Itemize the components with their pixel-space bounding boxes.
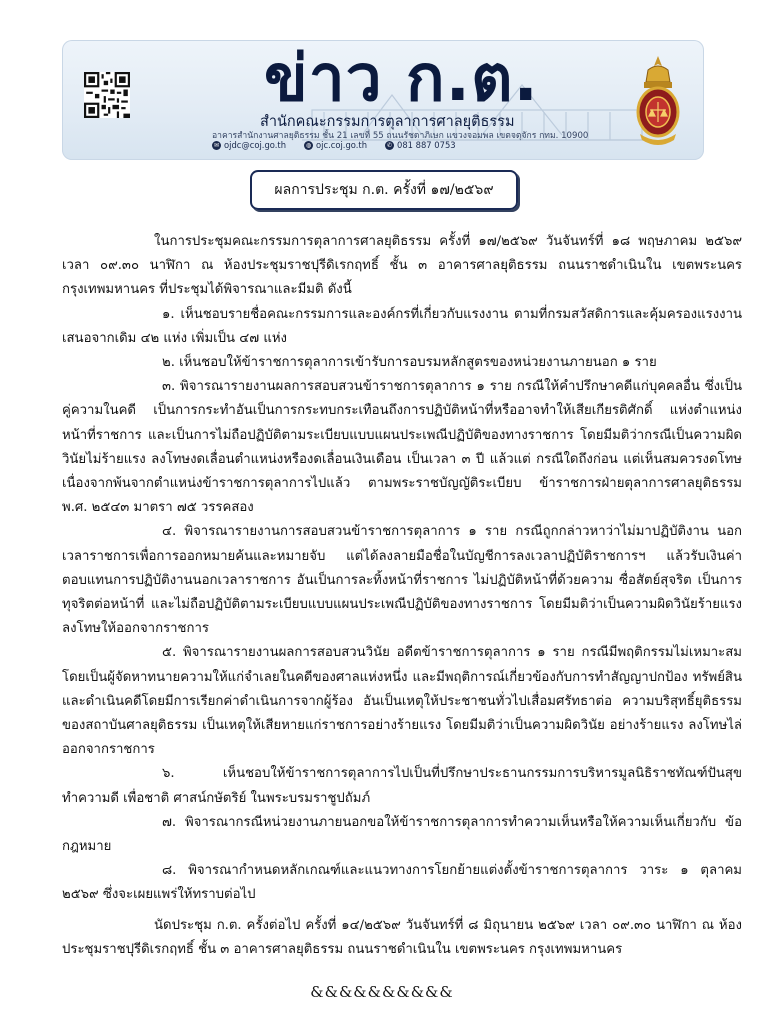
globe-icon: ◍: [305, 141, 312, 149]
office-name: สำนักคณะกรรมการตุลาการศาลยุติธรรม: [260, 114, 515, 130]
meeting-title-box: [250, 170, 518, 210]
contact-phone-text: 081 887 0753: [397, 140, 456, 150]
contact-website-text: ojc.coj.go.th: [316, 140, 367, 150]
document-body: [62, 230, 742, 962]
contact-email[interactable]: [212, 140, 286, 150]
email-icon: ✉: [213, 141, 220, 149]
resolution-item-5: ๕. พิจารณารายงานผลการสอบสวนวินัย อดีตข้าราชการตุลาการ ๑ ราย กรณีมีพฤติกรรมไม่เหมาะสม โดยเป็นผู้จัดหาทนายความให้แก่จำเลยในคดีของศาลแห่งหนึ่ง และมีพฤติการณ์เกี่ยวข้องกับการทำสัญญาปกป้อง ทรัพย์สินและดำเนินคดีโดยมีการเรียกค่าดำเนินการจากผู้ร้อง อันเป็นเหตุให้ประชาชนทั่วไปเสื่อมศรัทธาต่อ ความบริสุทธิ์ยุติธรรมของสถาบันศาลยุติธรรม เป็นเหตุให้เสียหายแก่ราชการอย่างร้ายแรง โดยมีมติว่าเป็นความผิดวินัย อย่างร้ายแรง ลงโทษไล่ออกจากราชการ: [62, 645, 742, 758]
qr-code[interactable]: [84, 72, 130, 118]
contact-email-text: ojdc@coj.go.th: [224, 140, 287, 150]
next-meeting-paragraph: นัดประชุม ก.ต. ครั้งต่อไป ครั้งที่ ๑๔/๒๕๖๙ วันจันทร์ที่ ๘ มิถุนายน ๒๕๖๙ เวลา ๐๙.๓๐ นาฬิกา ณ ห้องประชุมราชปุรีดิเรกฤทธิ์ ชั้น ๓ อาคารศาลยุติธรรม ถนนราชดำเนินใน เขตพระนคร กรุงเทพมหานคร: [62, 917, 742, 957]
resolution-item-1: ๑. เห็นชอบรายชื่อคณะกรรมการและองค์กรที่เกี่ยวกับแรงงาน ตามที่กรมสวัสดิการและคุ้มครองแรงงาน เสนอจากเดิม ๔๒ แห่ง เพิ่มเป็น ๔๗ แห่ง: [62, 306, 742, 346]
end-mark: &&&&&&&&&&: [310, 983, 454, 1001]
newsletter-title: ข่าว ก.ต.: [264, 42, 539, 116]
resolution-item-4: ๔. พิจารณารายงานการสอบสวนข้าราชการตุลาการ ๑ ราย กรณีถูกกล่าวหาว่าไม่มาปฏิบัติงาน นอกเวลาราชการเพื่อการออกหมายค้นและหมายจับ แต่ได้ลงลายมือชื่อในบัญชีการลงเวลาปฏิบัติราชการฯ แล้วรับเงินค่าตอบแทนการปฏิบัติงานนอกเวลาราชการ อันเป็นการละทิ้งหน้าที่ราชการ ไม่ปฏิบัติหน้าที่ด้วยความ ซื่อสัตย์สุจริต เป็นการทุจริตต่อหน้าที่ และไม่ถือปฏิบัติตามระเบียบแบบแผนประเพณีปฏิบัติของทางราชการ โดยมีมติว่าเป็นความผิดวินัยร้ายแรง ลงโทษให้ออกจากราชการ: [62, 524, 742, 637]
header-banner: [62, 40, 704, 160]
resolution-item-8: ๘. พิจารณากำหนดหลักเกณฑ์และแนวทางการโยกย้ายแต่งตั้งข้าราชการตุลาการ วาระ ๑ ตุลาคม ๒๕๖๙ ซึ่งจะเผยแพร่ให้ทราบต่อไป: [62, 863, 742, 903]
contact-list: [212, 140, 456, 150]
contact-website[interactable]: [304, 140, 367, 150]
resolution-item-6: ๖. เห็นชอบให้ข้าราชการตุลาการไปเป็นที่ปรึกษาประธานกรรมการบริหารมูลนิธิราชทัณฑ์ปันสุข ทำความดี เพื่อชาติ ศาสน์กษัตริย์ ในพระบรมราชูปถัมภ์: [62, 766, 742, 806]
intro-paragraph: ในการประชุมคณะกรรมการตุลาการศาลยุติธรรม ครั้งที่ ๑๗/๒๕๖๙ วันจันทร์ที่ ๑๘ พฤษภาคม ๒๕๖๙ เวลา ๐๙.๓๐ นาฬิกา ณ ห้องประชุมราชปุรีดิเรกฤทธิ์ ชั้น ๓ อาคารศาลยุติธรรม ถนนราชดำเนินใน เขตพระนคร กรุงเทพมหานคร ที่ประชุมได้พิจารณาและมีมติ ดังนี้: [62, 234, 742, 298]
meeting-title: ผลการประชุม ก.ต. ครั้งที่ ๑๗/๒๕๖๙: [274, 182, 494, 198]
court-emblem-icon: [628, 52, 688, 152]
resolution-item-3: ๓. พิจารณารายงานผลการสอบสวนข้าราชการตุลาการ ๑ ราย กรณีให้คำปรึกษาคดีแก่บุคคลอื่น ซึ่งเป็นคู่ความในคดี เป็นการกระทำอันเป็นการกระทบกระเทือนถึงการปฏิบัติหน้าที่หรืออาจทำให้เสียเกียรติศักดิ์ แห่งตำแหน่งหน้าที่ราชการ และเป็นการไม่ถือปฏิบัติตามระเบียบแบบแผนประเพณีปฏิบัติของทางราชการ โดยมีมติว่ากรณีเป็นความผิดวินัยไม่ร้ายแรง ลงโทษงดเลื่อนตำแหน่งหรืองดเลื่อนเงินเดือน เป็นเวลา ๓ ปี แล้วแต่ กรณีใดถึงก่อน แต่เห็นสมควรงดโทษ เนื่องจากพ้นจากตำแหน่งข้าราชการตุลาการไปแล้ว ตามพระราชบัญญัติระเบียบ ข้าราชการฝ่ายตุลาการศาลยุติธรรม พ.ศ. ๒๕๔๓ มาตรา ๗๕ วรรคสอง: [62, 379, 742, 516]
resolution-item-7: ๗. พิจารณากรณีหน่วยงานภายนอกขอให้ข้าราชการตุลาการทำความเห็นหรือให้ความเห็นเกี่ยวกับ ข้อกฎหมาย: [62, 814, 742, 855]
office-address: อาคารสำนักงานศาลยุติธรรม ชั้น 21 เลขที่ 55 ถนนรัชดาภิเษก แขวงจอมพล เขตจตุจักร กทม. 10900: [212, 131, 589, 141]
contact-phone[interactable]: [385, 140, 456, 150]
resolution-item-2: ๒. เห็นชอบให้ข้าราชการตุลาการเข้ารับการอบรมหลักสูตรของหน่วยงานภายนอก ๑ ราย: [162, 355, 657, 371]
phone-icon: ✆: [386, 141, 393, 149]
